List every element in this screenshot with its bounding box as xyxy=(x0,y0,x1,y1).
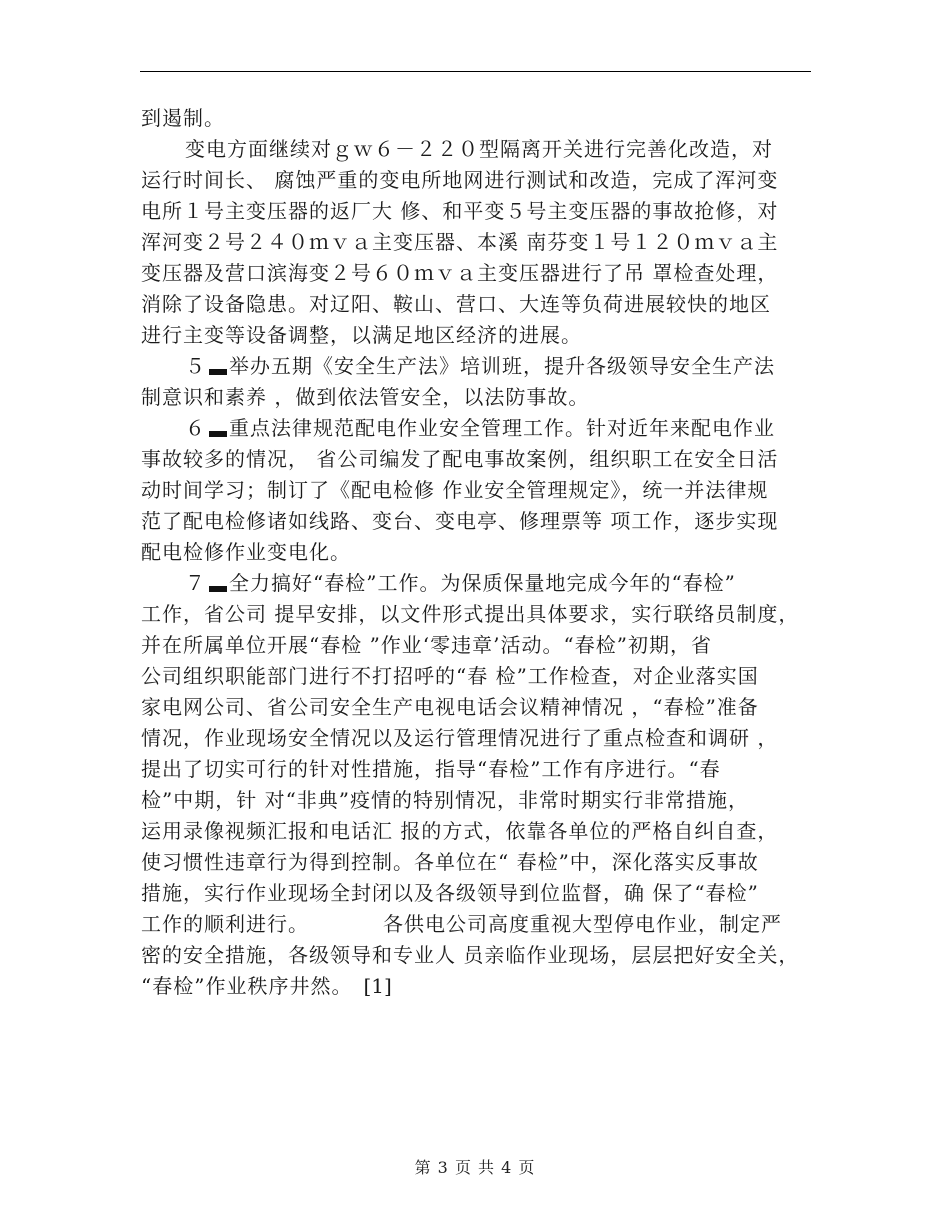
text-line: 工作，省公司 提早安排，以文件形式提出具体要求，实行联络员制度， xyxy=(141,602,800,626)
text-fragment: “春检”作业秩序井然。 xyxy=(141,974,364,998)
text-line: 家电网公司、省公司安全生产电视电话会议精神情况 ，“春检”准备 xyxy=(141,695,759,719)
text-line: 到遏制。 xyxy=(141,106,225,130)
text-line: 浑河变２号２４０ｍｖａ主变压器、本溪 南芬变１号１２０ｍｖａ主 xyxy=(141,230,779,254)
text-line: 工作的顺利进行。 各供电公司高度重视大型停电作业，制定严 xyxy=(141,912,782,936)
text-line: 范了配电检修诸如线路、变台、变电亭、修理票等 项工作，逐步实现 xyxy=(141,509,779,533)
citation-reference[interactable]: [1] xyxy=(363,974,392,998)
text-line: 检”中期，针 对“非典”疫情的特别情况，非常时期实行非常措施， xyxy=(141,788,750,812)
header-rule xyxy=(140,71,811,72)
dash-mark xyxy=(209,431,227,437)
text-line: 电所１号主变压器的返厂大 修、和平变５号主变压器的事故抢修，对 xyxy=(141,199,779,223)
text-line: 事故较多的情况， 省公司编发了配电事故案例，组织职工在安全日活 xyxy=(141,447,779,471)
body-text xyxy=(141,103,813,1002)
item-number: ６ xyxy=(185,416,206,440)
item-number: ５ xyxy=(185,354,206,378)
text-line-with-reference xyxy=(141,971,813,1002)
text-line: 使习惯性违章行为得到控制。各单位在“ 春检”中，深化落实反事故 xyxy=(141,850,759,874)
text-line: 情况，作业现场安全情况以及运行管理情况进行了重点检查和调研 ， xyxy=(141,726,779,750)
dash-mark xyxy=(209,586,227,592)
item-text: 重点法律规范配电作业安全管理工作。针对近年来配电作业 xyxy=(229,416,775,440)
text-line: 进行主变等设备调整，以满足地区经济的进展。 xyxy=(141,323,582,347)
page-number-footer: 第 3 页 共 4 页 xyxy=(414,1158,536,1177)
item-5-line xyxy=(141,351,813,382)
text-line: 变压器及营口滨海变２号６０ｍｖａ主变压器进行了吊 罩检查处理， xyxy=(141,261,779,285)
text-line: 并在所属单位开展“春检 ”作业‘零违章’活动。“春检”初期，省 xyxy=(141,633,712,657)
text-line: 密的安全措施，各级领导和专业人 员亲临作业现场，层层把好安全关， xyxy=(141,943,800,967)
item-6-line xyxy=(141,413,813,444)
item-7-line xyxy=(141,568,813,599)
text-line: 公司组织职能部门进行不打招呼的“春 检”工作检查，对企业落实国 xyxy=(141,664,759,688)
text-line: 运用录像视频汇报和电话汇 报的方式，依靠各单位的严格自纠自查， xyxy=(141,819,779,843)
text-line: 措施，实行作业现场全封闭以及各级领导到位监督，确 保了“春检” xyxy=(141,881,759,905)
text-line: 提出了切实可行的针对性措施，指导“春检”工作有序进行。“春 xyxy=(141,757,721,781)
text-line: 变电方面继续对ｇｗ６－２２０型隔离开关进行完善化改造，对 xyxy=(185,137,773,161)
text-line: 配电检修作业变电化。 xyxy=(141,540,351,564)
dash-mark xyxy=(209,369,227,375)
text-line: 制意识和素养 ，做到依法管安全，以法防事故。 xyxy=(141,385,590,409)
item-text: 全力搞好“春检”工作。为保质保量地完成今年的“春检” xyxy=(229,571,736,595)
text-line: 动时间学习；制订了《配电检修 作业安全管理规定》，统一并法律规 xyxy=(141,478,769,502)
item-text: 举办五期《安全生产法》培训班，提升各级领导安全生产法 xyxy=(229,354,775,378)
item-number: ７ xyxy=(185,571,206,595)
text-line: 消除了设备隐患。对辽阳、鞍山、营口、大连等负荷进展较快的地区 xyxy=(141,292,771,316)
text-line: 运行时间长、 腐蚀严重的变电所地网进行测试和改造，完成了浑河变 xyxy=(141,168,779,192)
